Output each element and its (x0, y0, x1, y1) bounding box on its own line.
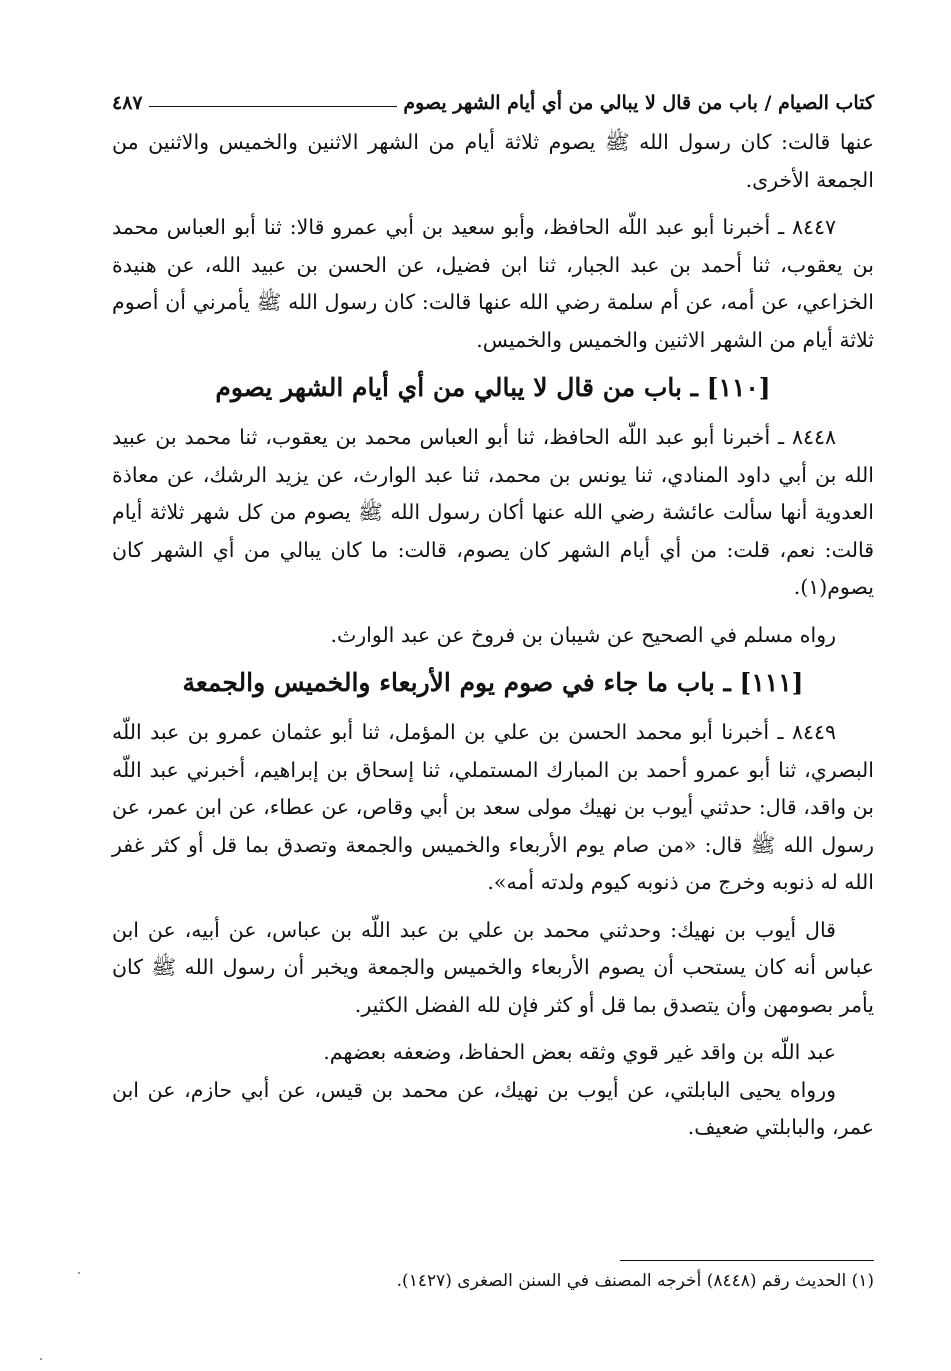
chapter-heading-110: [١١٠] ـ باب من قال لا يبالي من أي أيام الشهر يصوم (215, 373, 771, 402)
narration-note-muslim: رواه مسلم في الصحيح عن شيبان بن فروخ عن عبد الوارث. (330, 622, 836, 647)
footnote: (١) الحديث رقم (٨٤٤٨) أخرجه المصنف في السنن الصغرى (١٤٢٧). (396, 1271, 874, 1291)
scan-speck (78, 1272, 80, 1274)
narration-ayyub: قال أيوب بن نهيك: وحدثني محمد بن علي بن عبد اللّه بن عباس، عن أبيه، عن ابن عباس أنه كان يستحب أن يصوم الأربعاء والخميس والجمعة ويخبر أن رسول الله ﷺ كان يأمر بصومهن وأن يتصدق بما قل أو كثر فإن لله الفضل الكثير. (112, 917, 874, 1017)
header-rule (149, 106, 398, 107)
chapter-heading-111: [١١١] ـ باب ما جاء في صوم يوم الأربعاء والخميس والجمعة (182, 668, 804, 697)
hadith-8448: ٨٤٤٨ ـ أخبرنا أبو عبد اللّه الحافظ، ثنا أبو العباس محمد بن يعقوب، ثنا محمد بن عبيد الله بن أبي داود المنادي، ثنا يونس بن محمد، ثنا عبد الوارث، عن يزيد الرشك، عن معاذة العدوية أنها سألت عائشة رضي الله عنها أكان رسول الله ﷺ يصوم من كل شهر ثلاثة أيام قالت: نعم، قلت: من أي أيام الشهر كان يصوم، قالت: ما كان يبالي من أي الشهر كان يصوم(١). (112, 425, 874, 599)
footnote-rule (620, 1260, 874, 1261)
header-title: كتاب الصيام / باب من قال لا يبالي من أي أيام الشهر يصوم (403, 92, 874, 114)
running-header (112, 78, 874, 114)
scan-speck (40, 1358, 42, 1360)
narration-babilti: ورواه يحيى البابلتي، عن أيوب بن نهيك، عن محمد بن قيس، عن أبي حازم، عن ابن عمر، والبابلتي ضعيف. (112, 1077, 874, 1139)
paragraph-continuation: عنها قالت: كان رسول الله ﷺ يصوم ثلاثة أيام من الشهر الاثنين والخميس والاثنين من الجمعة الأخرى. (112, 130, 874, 192)
page-number: ٤٨٧ (112, 92, 143, 114)
hadith-8447: ٨٤٤٧ ـ أخبرنا أبو عبد اللّه الحافظ، وأبو سعيد بن أبي عمرو قالا: ثنا أبو العباس محمد بن يعقوب، ثنا أحمد بن عبد الجبار، ثنا ابن فضيل، عن الحسن بن عبيد الله، عن هنيدة الخزاعي، عن أمه، عن أم سلمة رضي الله عنها قالت: كان رسول الله ﷺ يأمرني أن أصوم ثلاثة أيام من الشهر الاثنين والخميس والخميس. (112, 215, 874, 352)
page-body (112, 78, 874, 1147)
hadith-8449: ٨٤٤٩ ـ أخبرنا أبو محمد الحسن بن علي بن المؤمل، ثنا أبو عثمان عمرو بن عبد اللّه البصري، ثنا أبو عمرو أحمد بن المبارك المستملي، ثنا إسحاق بن إبراهيم، أخبرني عبد اللّه بن واقد، قال: حدثني أيوب بن نهيك مولى سعد بن أبي وقاص، عن عطاء، عن ابن عمر، عن رسول الله ﷺ قال: «من صام يوم الأربعاء والخميس والجمعة وتصدق بما قل أو كثر غفر الله له ذنوبه وخرج من ذنوبه كيوم ولدته أمه». (112, 720, 874, 894)
grading-note: عبد اللّه بن واقد غير قوي وثقه بعض الحفاظ، وضعفه بعضهم. (323, 1040, 836, 1064)
